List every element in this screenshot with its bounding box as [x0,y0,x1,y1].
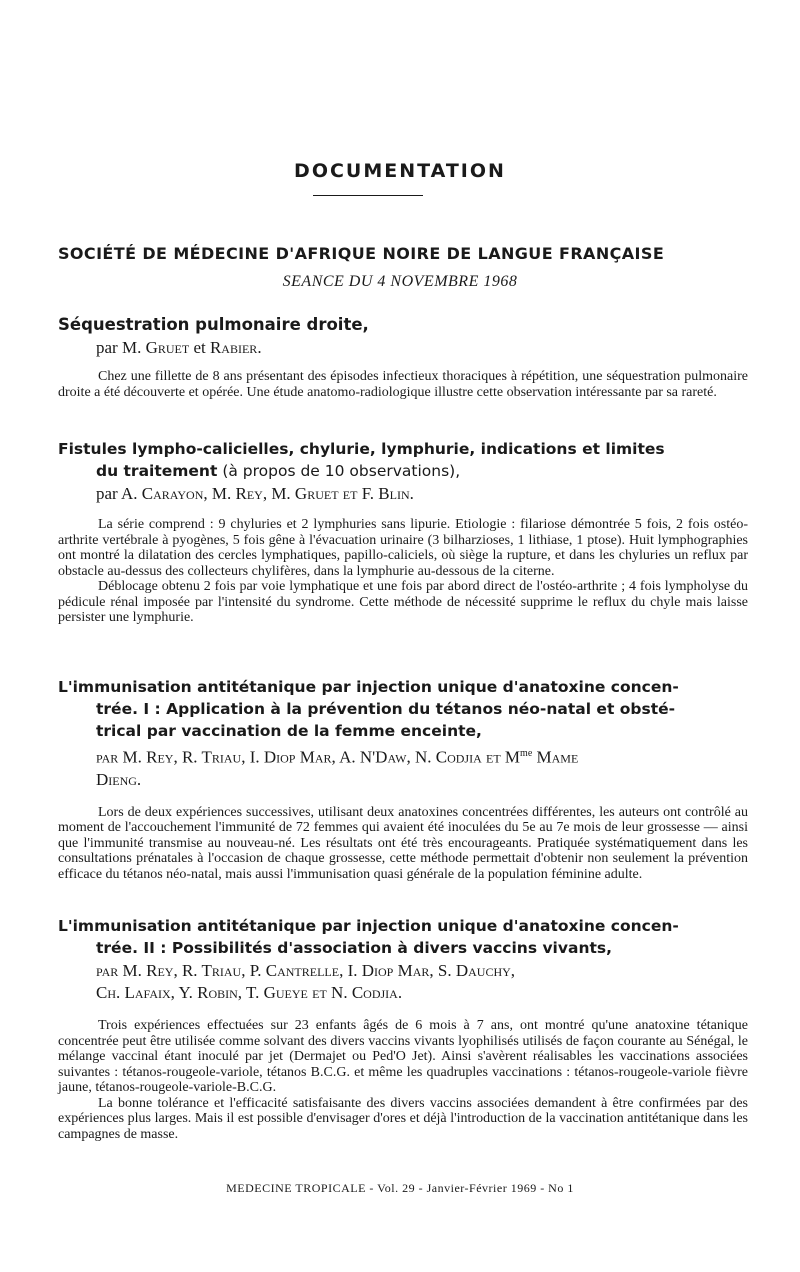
article-4-body [58,1018,748,1142]
paragraph: Lors de deux expériences successives, utilisant deux anatoxines concentrées différentes, les auteurs ont contrôlé au moment de l'accouchement l'immunité de 72 femmes qui avaient été inoculées du 5e au 7e mois de leur grossesse — ainsi que l'immunité transmise au nouveau-né. Les résultats ont été très encourageants. Pratiquée systématiquement dans les consultations prénatales à l'occasion de chaque grossesse, cette méthode permettait d'obtenir non seulement la prévention efficace du tétanos néo-natal, mais aussi l'immunisation quasi générale de la population féminine adulte. [58,804,748,882]
article-2-body [58,517,748,626]
article-3-body [58,805,748,883]
paragraph: Chez une fillette de 8 ans présentant des épisodes infectieux thoraciques à répétition, une séquestration pulmonaire droite a été découverte et opérée. Une étude anatomo-radiologique illustre cette observation intéressante par sa rareté. [58,369,748,400]
paragraph: Trois expériences effectuées sur 23 enfants âgés de 6 mois à 7 ans, ont montré qu'une anatoxine tétanique concentrée peut être utilisée comme solvant des divers vaccins vivants lyophilisés utilisés de façon courante au Sénégal, le mélange vaccinal étant inoculé par jet (Dermajet ou Ped'O Jet). Ainsi s'avèrent réalisables les vaccinations associées suivantes : tétanos-rougeole-variole, tétanos B.C.G. et même les quadruples vaccinations : tétanos-rougeole-variole fièvre jaune, tétanos-rougeole-variole-B.C.G. [58,1018,748,1095]
article-1-title: Séquestration pulmonaire droite, [58,315,369,334]
article-1-authors: par M. Gruet et Rabier. [96,338,262,357]
article-4 [58,915,748,1142]
article-3-title: L'immunisation antitétanique par injection unique d'anatoxine concen- trée. I : Application à la prévention du tétanos néo-natal et obsté- trical par vaccination de la femme enceinte, [58,678,679,740]
article-2-authors: par A. Carayon, M. Rey, M. Gruet et F. Blin. [96,484,414,503]
article-3-authors: par M. Rey, R. Triau, I. Diop Mar, A. N'Daw, N. Codjia et $M^{me}$ Mame Dieng. [96,747,579,789]
article-3 [58,676,748,882]
heading-rule [313,195,423,196]
article-2 [58,438,748,626]
society-title: SOCIÉTÉ DE MÉDECINE D'AFRIQUE NOIRE DE LANGUE FRANÇAISE [58,244,665,263]
article-1 [58,314,748,400]
article-4-authors: par M. Rey, R. Triau, P. Cantrelle, I. Diop Mar, S. Dauchy, Ch. Lafaix, Y. Robin, T. Gueye et N. Codjia. [96,961,516,1002]
article-1-body [58,369,748,400]
paragraph: La bonne tolérance et l'efficacité satisfaisante des divers vaccins associées demandent à être confirmées par des expériences plus larges. Mais il est possible d'envisager d'ores et déjà l'introduction de la vaccination antitétanique dans les campagnes de masse. [58,1095,748,1142]
paragraph: Déblocage obtenu 2 fois par voie lymphatique et une fois par abord direct de l'ostéo-arthrite ; 4 fois lympholyse du pédicule rénal imposée par l'intensité du syndrome. Cette méthode de nécessité supprime le reflux du chyle mais laisse persister une lymphurie. [58,579,748,625]
article-4-title: L'immunisation antitétanique par injection unique d'anatoxine concen- trée. II : Possibilités d'association à divers vaccins vivants, [58,917,679,957]
section-heading: DOCUMENTATION [294,160,506,182]
session-date: SEANCE DU 4 NOVEMBRE 1968 [282,273,518,290]
article-2-title: Fistules lympho-calicielles, chylurie, lymphurie, indications et limites du traitement (à propos de 10 observations), [58,440,665,480]
paragraph: La série comprend : 9 chyluries et 2 lymphuries sans lipurie. Etiologie : filariose démontrée 5 fois, 2 fois ostéo-arthrite vertébrale à pyogènes, 5 fois gêne à l'évacuation urinaire (3 bilharzioses, 1 lithiase, 1 ptose). Huit lymphographies ont montré la dilatation des cercles lymphatiques, papillo-caliciels, où siège la rupture, et dans les chyluries un reflux par obstacle au-dessus des collecteurs chylifères, dans la lymphurie au-dessous de la citerne. [58,517,748,579]
page-footer: MEDECINE TROPICALE - Vol. 29 - Janvier-Février 1969 - No 1 [226,1181,574,1195]
